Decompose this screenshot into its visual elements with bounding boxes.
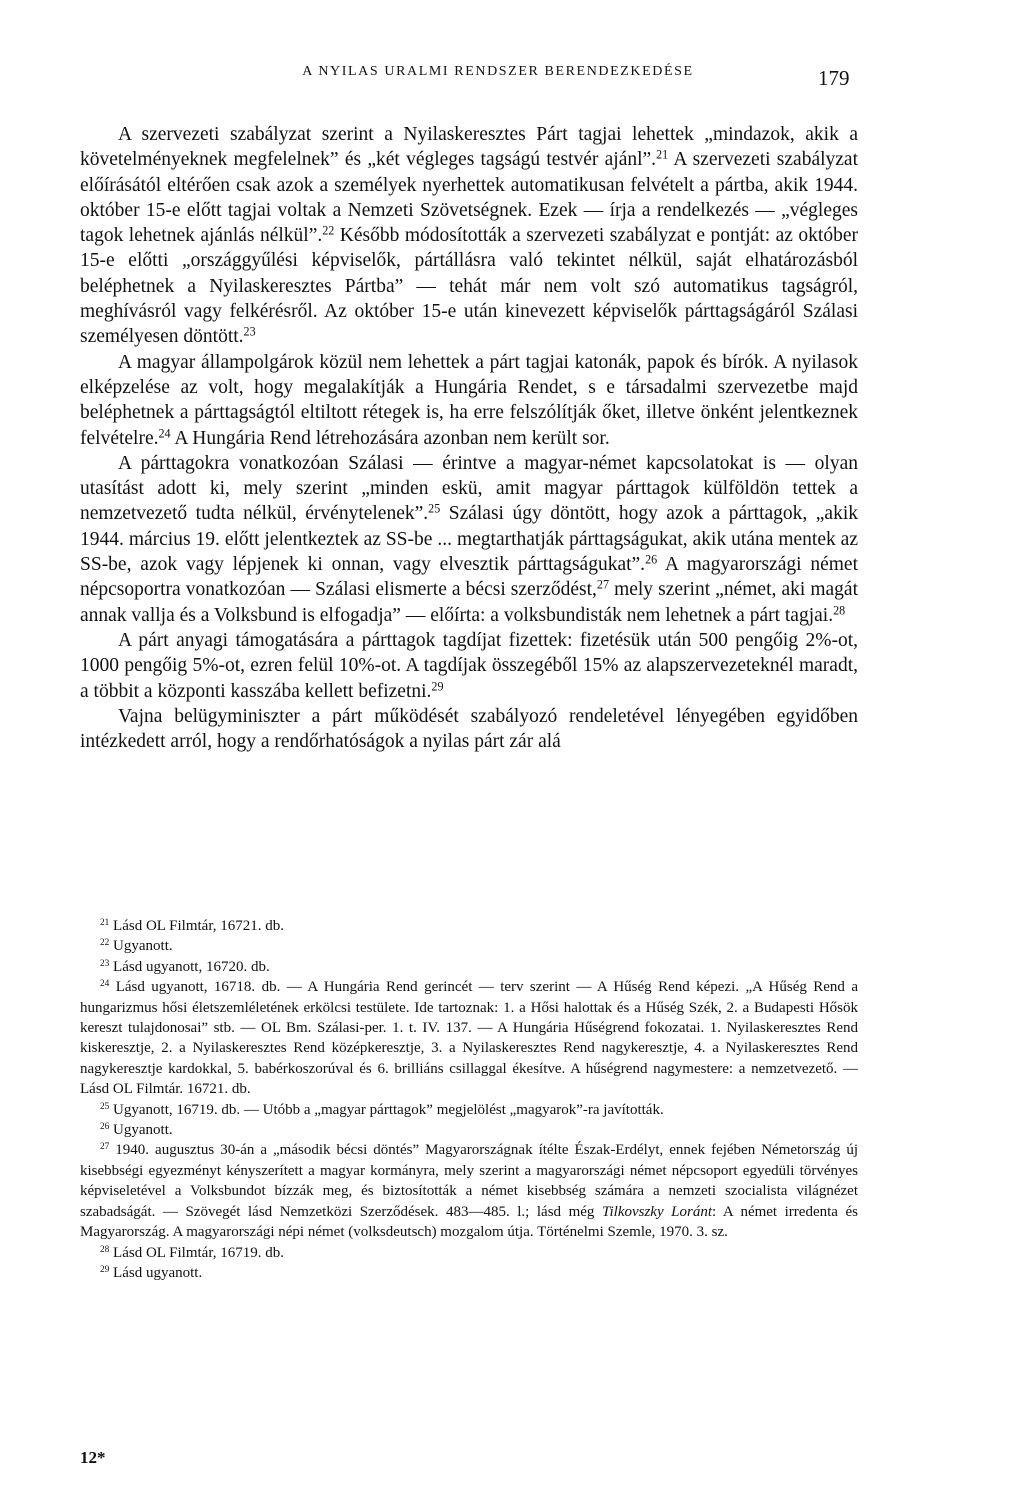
footnote <box>80 936 858 956</box>
paragraph <box>80 451 858 628</box>
footnote-marker: 23 <box>100 958 110 969</box>
footnote-marker: 25 <box>428 501 441 516</box>
footnote-marker: 24 <box>100 979 110 990</box>
text-run: A szervezeti szabályzat előírásától eltérően csak azok a személyek nyerhettek automatikusan felvételt a pártba, akik 1944. október 15-e előtt tagjai voltak a Nemzeti Szövetségnek. Ezek — írja a rendelkezés — „végleges tagok lehetnek ajánlás nélkül”. <box>80 149 859 247</box>
running-head: A NYILAS URALMI RENDSZER BERENDEZKEDÉSE <box>302 64 694 79</box>
footnote-marker: 28 <box>100 1244 110 1255</box>
footnote-marker: 24 <box>158 425 171 440</box>
text-run: Ugyanott. <box>109 938 173 955</box>
footnote <box>80 1140 858 1242</box>
text-run: Vajna belügyminiszter a párt működését szabályozó rendeletével lényegében egyidőben intézkedett arról, hogy a rendőrhatóságok a nyilas párt zár alá <box>80 705 858 753</box>
footnote <box>80 1120 858 1140</box>
footnote-marker: 28 <box>833 603 846 617</box>
paragraph <box>80 628 858 704</box>
footnote <box>80 1263 858 1283</box>
footnote-marker: 23 <box>243 324 256 339</box>
footnote-marker: 26 <box>100 1121 110 1132</box>
paragraph <box>80 350 858 451</box>
text-run: A Hungária Rend létrehozására azonban nem került sor. <box>170 427 610 449</box>
page-number: 179 <box>818 66 850 90</box>
footnote-marker: 21 <box>100 917 110 928</box>
text-run: A párt anyagi támogatására a párttagok tagdíjat fizettek: fizetésük után 500 pengőig 2%-ot, 1000 pengőig 5%-ot, ezren felül 10%-ot. A tagdíjak összegéből 15% az alapszervezeteknél maradt, a többit a központi kasszába kellett befizetni. <box>80 629 858 702</box>
footnote-marker: 27 <box>596 577 609 592</box>
text-run: Lásd ugyanott, 16718. db. — A Hungária Rend gerincét — terv szerint — A Hűség Rend képezi. „A Hűség Rend a hungarizmus hősi életszemléletének erkölcsi testülete. Ide tartoznak: 1. a Hősi halottak és a Hűség Szék, 2. a Budapesti Hősök kereszt tulajdonosai” stb. — OL Bm. Szálasi-per. 1. t. IV. 137. — A Hungária Hűségrend fokozatai. 1. Nyilaskeresztes Rend kiskeresztje, 2. a Nyilaskeresztes Rend középkeresztje, 3. a Nyilaskeresztes Rend nagykeresztje, 4. a Nyilaskeresztes Rend nagykeresztje kardokkal, 5. babérkoszorúval és 6. brilliáns csillaggal ékesítve. A hűségrend nagymestere: a nemzetvezető. — Lásd OL Filmtár. 16721. db. <box>80 979 858 1098</box>
footnotes <box>80 916 858 1283</box>
text-run: Lásd ugyanott. <box>109 1264 203 1281</box>
text-run: Lásd ugyanott, 16720. db. <box>109 958 270 975</box>
text-run: Később módosították a szervezeti szabályzat e pontját: az október 15-e előtti „országgyűlési képviselők, pártállásra való tekintet nélkül, saját elhatározásból beléphetnek a Nyilaskeresztes Pártba” — tehát már nem volt szó automatikus tagságról, meghívásról vagy felkérésről. Az október 15-e után kinevezett képviselők párttagságáról Szálasi személyesen döntött. <box>80 225 858 348</box>
text-run: mely szerint „német, aki magát annak vallja és a Volksbund is elfogadja” — előírta: a volksbundisták nem lehetnek a párt tagjai. <box>80 579 858 626</box>
text-run: Lásd OL Filmtár, 16719. db. <box>109 1244 284 1261</box>
footnote-marker: 29 <box>100 1264 110 1275</box>
text-run: A magyar állampolgárok közül nem lehettek a párt tagjai katonák, papok és bírók. A nyilasok elképzelése az volt, hogy megalakítják a Hungária Rendet, s e társadalmi szervezetbe majd beléphetnek a párttagságtól eltiltott rétegek is, ha erre felszólítják őket, illetve önként jelentkeznek felvételre. <box>80 351 858 449</box>
text-run: Szálasi úgy döntött, hogy azok a párttagok, „akik 1944. március 19. előtt jelentkeztek az SS-be ... megtarthatják párttagságukat, akik utána mentek az SS-be, azok vagy lépjenek ki onnan, vagy elvesztik párttagságukat”. <box>80 503 858 576</box>
footnote-marker: 25 <box>100 1101 110 1112</box>
paragraph <box>80 704 858 755</box>
footnote-marker: 29 <box>431 678 444 693</box>
paragraph <box>80 122 858 350</box>
footnote <box>80 977 858 1099</box>
text-run: Ugyanott, 16719. db. — Utóbb a „magyar párttagok” megjelölést „magyarok”-ra javították. <box>109 1101 664 1118</box>
footnote-marker: 26 <box>645 552 658 567</box>
footnote <box>80 1100 858 1120</box>
text-run: Ugyanott. <box>109 1122 173 1139</box>
italic-text: Tilkovszky Loránt <box>601 1203 713 1220</box>
footnote <box>80 1243 858 1263</box>
footnote <box>80 916 858 936</box>
text-run: 1940. augusztus 30-án a „második bécsi döntés” Magyarországnak ítélte Észak-Erdélyt, ennek fejében Németország új kisebbségi egyezményt kényszerített a magyar kormányra, mely szerint a magyarországi német népcsoport egyedüli törvényes képviseletével a Volksbundot bízzák meg, és biztosították a német kisebbség számára a nemzeti szocialista világnézet szabadságát. — Szövegét lásd Nemzetközi Szerződések. 483—485. l.; lásd még <box>80 1142 858 1220</box>
footnote-marker: 22 <box>322 223 335 238</box>
footnote-marker: 21 <box>656 147 669 162</box>
footnote <box>80 957 858 977</box>
text-run: A szervezeti szabályzat szerint a Nyilaskeresztes Párt tagjai lehettek „mindazok, akik a követelményeknek megfelelnek” és „két végleges tagságú testvér ajánl”. <box>80 124 858 171</box>
footnote-marker: 22 <box>100 938 110 949</box>
text-run: A magyarországi német népcsoportra vonatkozóan — Szálasi elismerte a bécsi szerződést, <box>80 554 859 601</box>
text-run: : A német irredenta és Magyarország. A magyarországi népi német (volksdeutsch) mozgalom útja. Történelmi Szemle, 1970. 3. sz. <box>80 1203 858 1241</box>
footnote-marker: 27 <box>100 1142 110 1153</box>
printer-signature-mark: 12* <box>80 1448 106 1467</box>
main-text <box>80 122 858 754</box>
text-run: Lásd OL Filmtár, 16721. db. <box>109 918 284 934</box>
text-run: A párttagokra vonatkozóan Szálasi — érintve a magyar-német kapcsolatokat is — olyan utasítást adott ki, mely szerint „minden eskü, amit magyar párttagok külföldön tettek a nemzetvezető tudta nélkül, érvénytelenek”. <box>80 452 858 525</box>
